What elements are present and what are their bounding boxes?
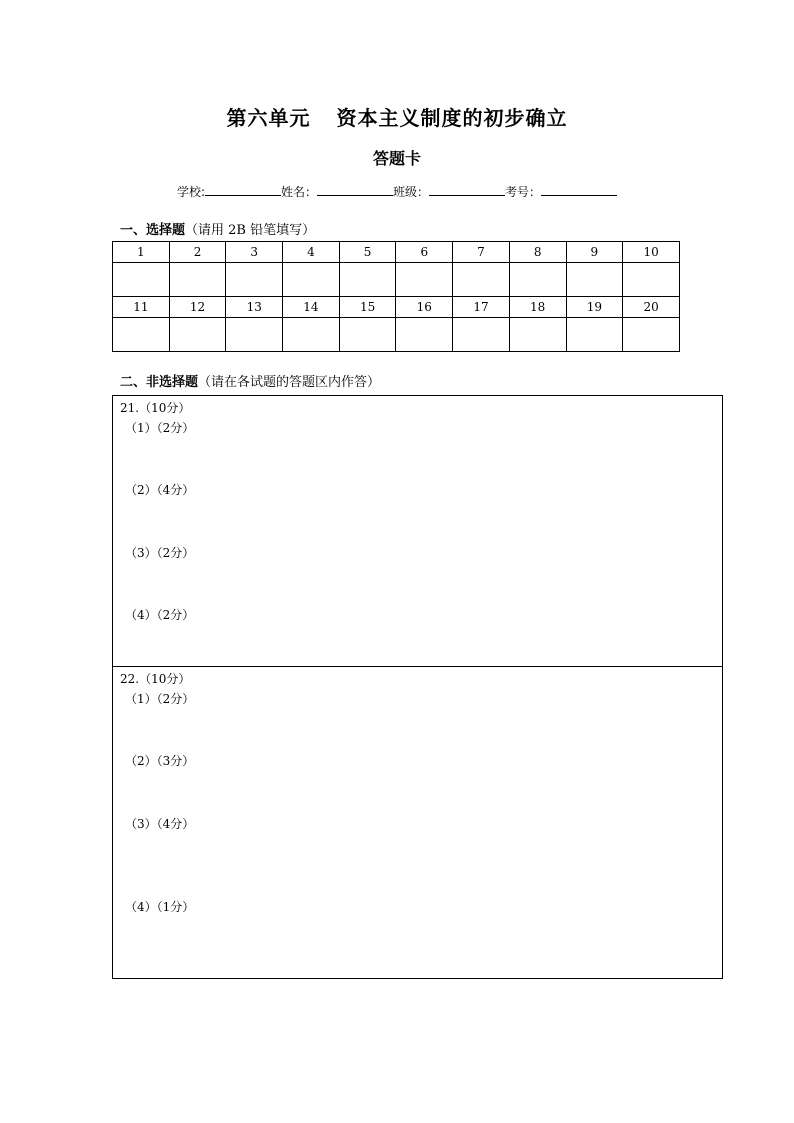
question-number: 18 — [509, 297, 566, 318]
answer-row — [113, 318, 680, 352]
school-field[interactable] — [205, 182, 281, 196]
exam-no-label: 考号： — [505, 185, 542, 199]
answer-card-title: 答题卡 — [372, 149, 421, 168]
section2-heading — [120, 374, 380, 392]
question-number: 9 — [566, 242, 623, 263]
question-number: 8 — [509, 242, 566, 263]
question-number: 7 — [453, 242, 510, 263]
section1-note: （请用 2B 铅笔填写） — [185, 223, 316, 238]
page-title — [0, 104, 794, 132]
class-field[interactable] — [429, 182, 505, 196]
multiple-choice-grid — [112, 241, 680, 352]
question-number: 13 — [226, 297, 283, 318]
student-info-row — [0, 182, 794, 201]
answer-cell[interactable] — [396, 318, 453, 352]
answer-cell[interactable] — [283, 318, 340, 352]
question-21-part-4: （4）（2分） — [125, 608, 195, 622]
question-number: 20 — [623, 297, 680, 318]
answer-cell[interactable] — [453, 318, 510, 352]
question-number: 17 — [453, 297, 510, 318]
answer-cell[interactable] — [339, 263, 396, 297]
answer-cell[interactable] — [169, 318, 226, 352]
answer-cell[interactable] — [566, 318, 623, 352]
answer-cell[interactable] — [509, 263, 566, 297]
answer-cell[interactable] — [396, 263, 453, 297]
answer-cell[interactable] — [169, 263, 226, 297]
question-22-part-2: （2）（3分） — [125, 754, 195, 768]
section2-title: 二、非选择题 — [120, 375, 199, 390]
question-number-row — [113, 242, 680, 263]
question-number: 19 — [566, 297, 623, 318]
section2-note: （请在各试题的答题区内作答） — [198, 375, 381, 390]
question-number: 1 — [113, 242, 170, 263]
answer-cell[interactable] — [509, 318, 566, 352]
section1-title: 一、选择题 — [120, 223, 186, 238]
question-number-row — [113, 297, 680, 318]
question-number: 2 — [169, 242, 226, 263]
answer-cell[interactable] — [226, 263, 283, 297]
question-22-part-4: （4）（1分） — [125, 900, 195, 914]
question-number: 10 — [623, 242, 680, 263]
answer-row — [113, 263, 680, 297]
section1-heading — [120, 222, 315, 240]
answer-cell[interactable] — [453, 263, 510, 297]
question-number: 5 — [339, 242, 396, 263]
unit-label: 第六单元 — [226, 106, 311, 130]
answer-cell[interactable] — [283, 263, 340, 297]
question-21-part-2: （2）（4分） — [125, 483, 195, 497]
answer-cell[interactable] — [623, 318, 680, 352]
question-number: 11 — [113, 297, 170, 318]
school-label: 学校: — [176, 185, 205, 199]
question-number: 12 — [169, 297, 226, 318]
question-22-label: 22.（10分） — [120, 672, 191, 686]
name-label: 姓名： — [281, 185, 318, 199]
question-number: 16 — [396, 297, 453, 318]
question-number: 4 — [283, 242, 340, 263]
question-number: 14 — [283, 297, 340, 318]
name-field[interactable] — [317, 182, 393, 196]
question-21-answer-area[interactable] — [112, 395, 723, 667]
question-22-part-1: （1）（2分） — [125, 692, 195, 706]
exam-no-field[interactable] — [541, 182, 617, 196]
topic-label: 资本主义制度的初步确立 — [336, 106, 568, 130]
question-22-part-3: （3）（4分） — [125, 817, 195, 831]
question-21-label: 21.（10分） — [120, 401, 191, 415]
question-21-part-1: （1）（2分） — [125, 421, 195, 435]
question-number: 15 — [339, 297, 396, 318]
class-label: 班级： — [393, 185, 430, 199]
answer-cell[interactable] — [113, 263, 170, 297]
question-21-part-3: （3）（2分） — [125, 546, 195, 560]
question-number: 6 — [396, 242, 453, 263]
answer-cell[interactable] — [623, 263, 680, 297]
answer-cell[interactable] — [339, 318, 396, 352]
answer-cell[interactable] — [226, 318, 283, 352]
answer-cell[interactable] — [113, 318, 170, 352]
question-number: 3 — [226, 242, 283, 263]
question-22-answer-area[interactable] — [112, 666, 723, 979]
answer-cell[interactable] — [566, 263, 623, 297]
